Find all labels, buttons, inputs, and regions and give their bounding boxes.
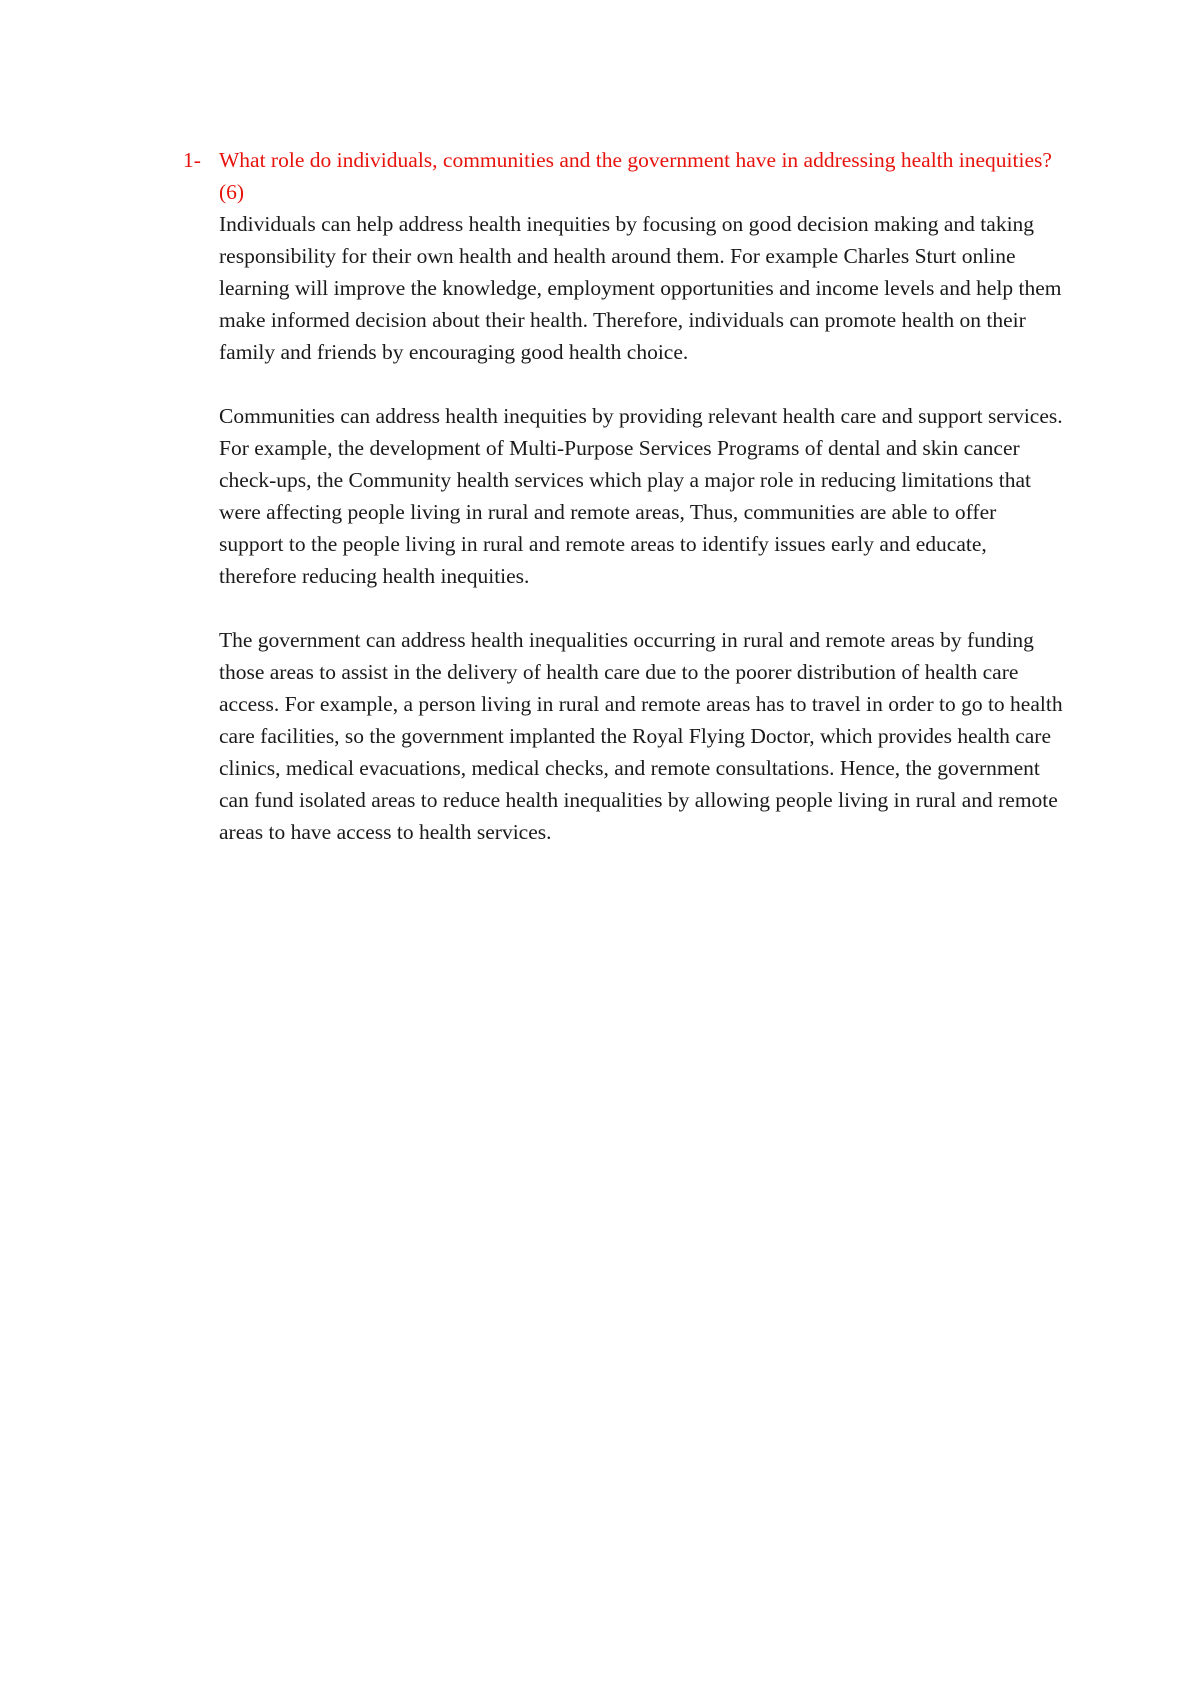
answer-paragraph-communities: Communities can address health inequities by providing relevant health care and support services. For example, the development of Multi-Purpose Services Programs of dental and skin cancer check-ups, the Community health services which play a major role in reducing limitations that were affecting people living in rural and remote areas, Thus, communities are able to offer support to the people living in rural and remote areas to identify issues early and educate, therefore reducing health inequities.	[219, 404, 1063, 588]
question-block	[183, 144, 1063, 848]
answer-paragraph-government: The government can address health inequalities occurring in rural and remote areas by funding those areas to assist in the delivery of health care due to the poorer distribution of health care access. For example, a person living in rural and remote areas has to travel in order to go to health care facilities, so the government implanted the Royal Flying Doctor, which provides health care clinics, medical evacuations, medical checks, and remote consultations. Hence, the government can fund isolated areas to reduce health inequalities by allowing people living in rural and remote areas to have access to health services.	[219, 628, 1063, 844]
question-number: 1-	[183, 148, 201, 172]
answer-paragraph-individuals: Individuals can help address health inequities by focusing on good decision making and taking responsibility for their own health and health around them. For example Charles Sturt online learning will improve the knowledge, employment opportunities and income levels and help them make informed decision about their health. Therefore, individuals can promote health on their family and friends by encouraging good health choice.	[219, 212, 1062, 364]
question-prompt: What role do individuals, communities and the government have in addressing health inequities? (6)	[219, 148, 1052, 204]
question-body	[219, 144, 1063, 848]
